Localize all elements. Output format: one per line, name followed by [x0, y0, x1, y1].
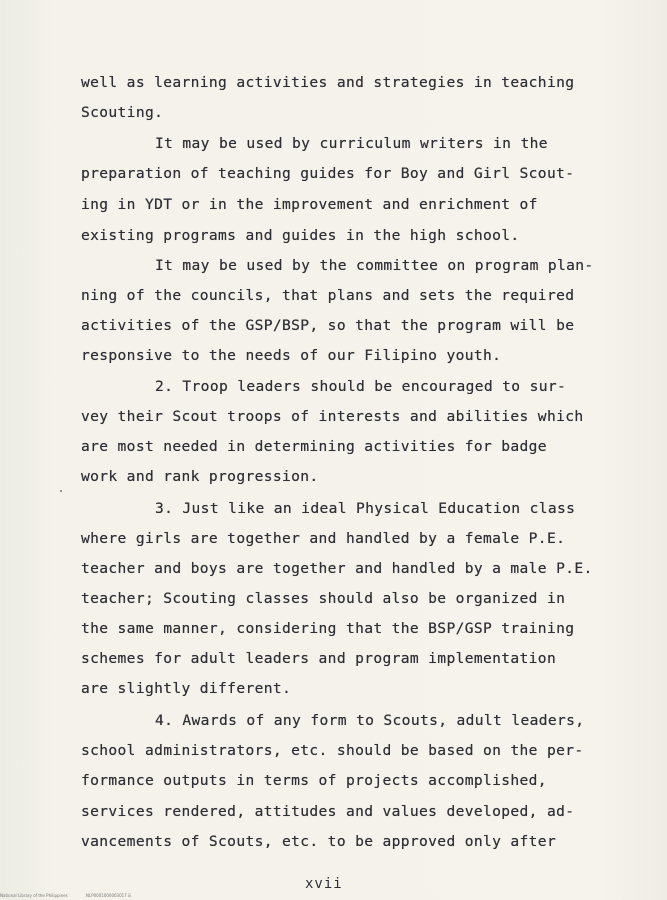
text-line: teacher; Scouting classes should also be organized in [81, 590, 566, 607]
footer-code: NLP0001000003017 iii [86, 893, 132, 898]
text-line: are slightly different. [81, 680, 292, 697]
text-line: existing programs and guides in the high school. [81, 227, 520, 244]
text-line: ning of the councils, that plans and sets the required [81, 287, 575, 304]
text-line: are most needed in determining activities for badge [81, 438, 547, 455]
text-line: the same manner, considering that the BSP/GSP training [81, 620, 575, 637]
text-line: preparation of teaching guides for Boy and Girl Scout- [81, 165, 575, 182]
text-line: vey their Scout troops of interests and abilities which [81, 408, 584, 425]
text-line: It may be used by the committee on program plan- [155, 257, 594, 274]
text-line: It may be used by curriculum writers in the [155, 135, 548, 152]
text-line: Scouting. [81, 104, 164, 121]
text-line: teacher and boys are together and handled by a male P.E. [81, 560, 593, 577]
text-line: services rendered, attitudes and values developed, ad- [81, 803, 575, 820]
text-line: 3. Just like an ideal Physical Education class [155, 500, 576, 517]
text-line: 2. Troop leaders should be encouraged to sur- [155, 378, 567, 395]
page-number: xvii [305, 876, 343, 892]
text-line: school administrators, etc. should be based on the per- [81, 742, 584, 759]
text-line: well as learning activities and strategies in teaching [81, 74, 575, 91]
text-line: vancements of Scouts, etc. to be approved only after [81, 833, 557, 850]
text-line: work and rank progression. [81, 468, 319, 485]
text-line: ing in YDT or in the improvement and enrichment of [81, 196, 538, 213]
footer-note: National Library of the Philippines [0, 893, 68, 898]
text-line: 4. Awards of any form to Scouts, adult leaders, [155, 712, 585, 729]
text-line: schemes for adult leaders and program implementation [81, 650, 557, 667]
text-line: responsive to the needs of our Filipino youth. [81, 347, 502, 364]
text-line: where girls are together and handled by a female P.E. [81, 530, 566, 547]
text-line: activities of the GSP/BSP, so that the program will be [81, 317, 575, 334]
text-line: formance outputs in terms of projects accomplished, [81, 772, 547, 789]
scan-speck [60, 490, 62, 492]
